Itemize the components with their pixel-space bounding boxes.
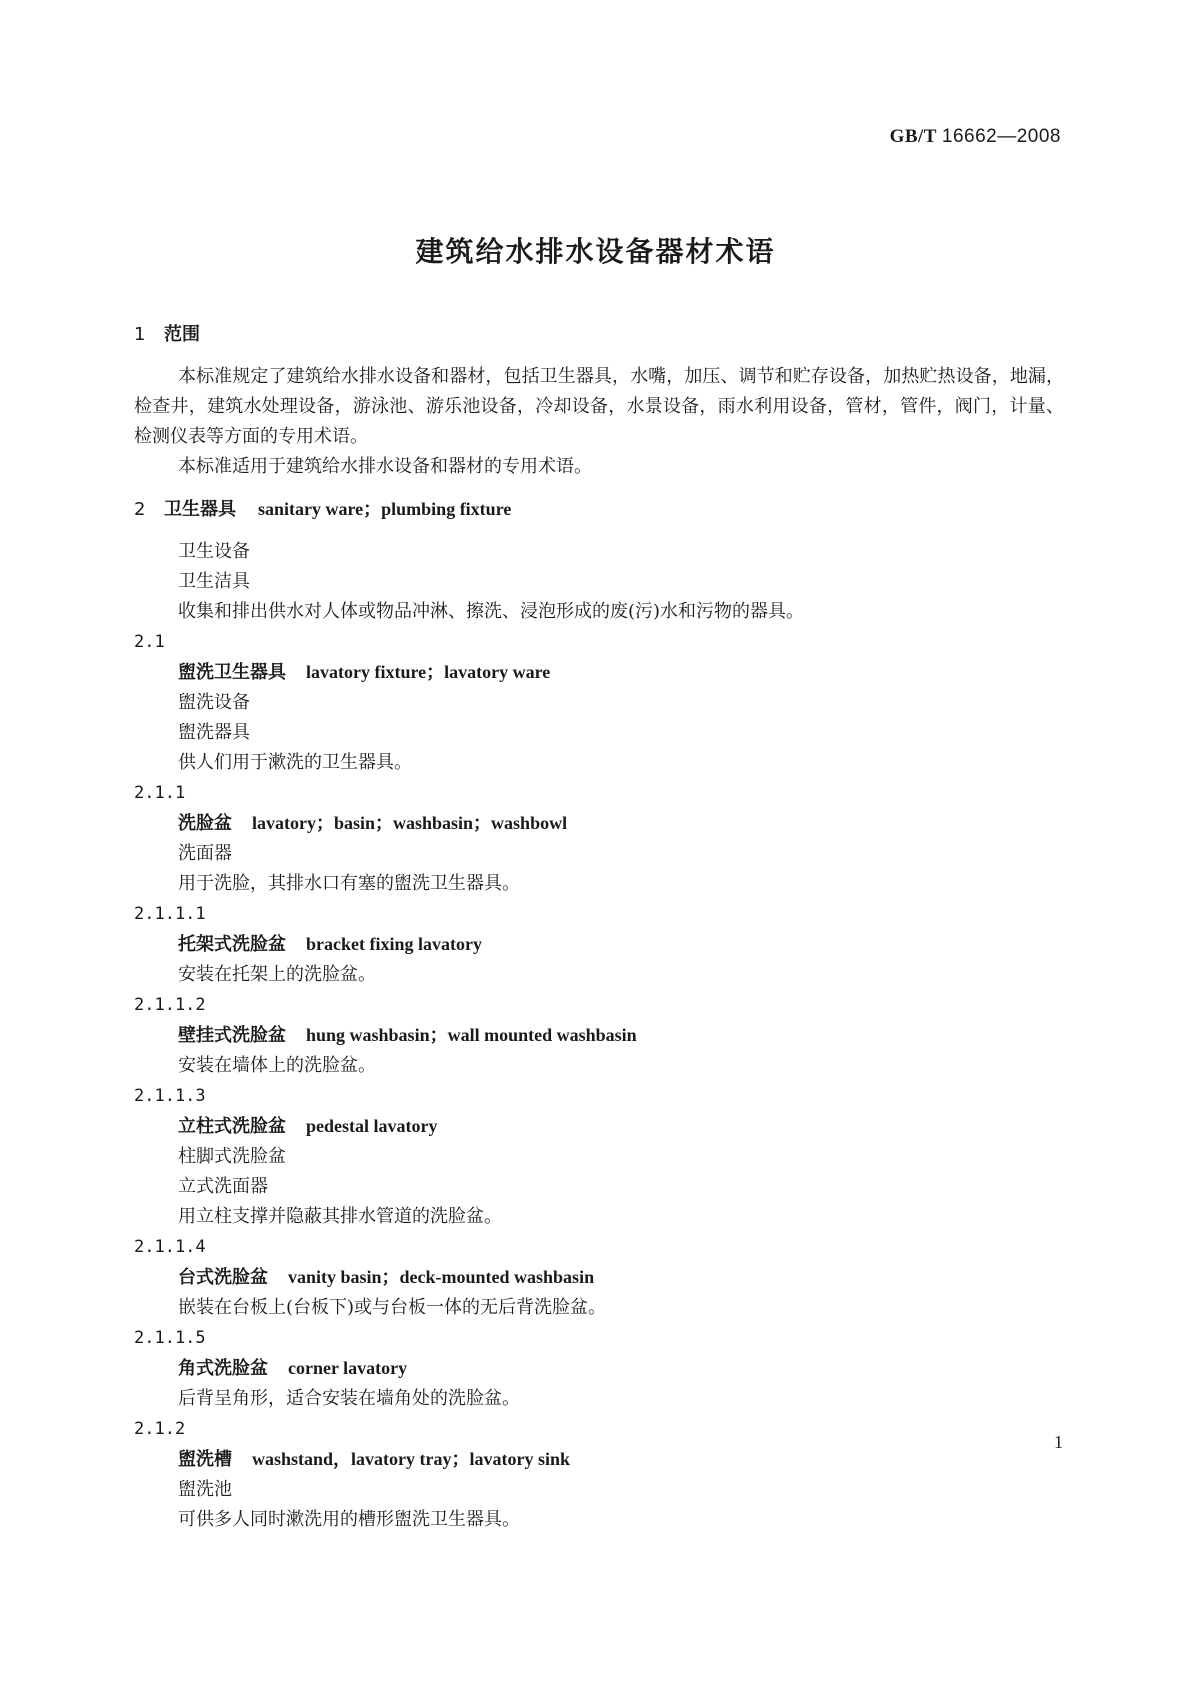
term-block [134,1444,1064,1535]
term-zh: 立柱式洗脸盆 [178,1116,286,1137]
term-zh: 角式洗脸盆 [178,1358,268,1379]
definition: 用于洗脸，其排水口有塞的盥洗卫生器具。 [178,873,520,894]
definition: 用立柱支撑并隐蔽其排水管道的洗脸盆。 [178,1206,502,1227]
synonym: 盥洗器具 [178,722,250,743]
term-heading [178,1111,1064,1142]
clause-entry [134,1323,1064,1414]
term-en: pedestal lavatory [306,1116,438,1136]
clause-number: 2.1.2 [134,1419,186,1439]
term-heading [178,1020,1064,1051]
synonym: 柱脚式洗脸盆 [178,1146,286,1167]
clause-entry [134,1081,1064,1232]
clause-number: 2.1.1.1 [134,904,206,924]
section-number: 2 [134,499,146,520]
term-en: corner lavatory [288,1358,408,1378]
clause-entry [134,899,1064,990]
definition: 后背呈角形，适合安装在墙角处的洗脸盆。 [178,1388,520,1409]
section-heading-sanitary-ware [134,494,1064,525]
term-en: washstand，lavatory tray；lavatory sink [252,1449,571,1469]
clause-number: 2.1.1 [134,783,186,803]
synonym: 卫生设备 [178,541,250,562]
clause-number: 2.1.1.3 [134,1086,206,1106]
clause-list [134,627,1064,1535]
term-en: vanity basin；deck-mounted washbasin [288,1267,595,1287]
term-heading [178,1262,1064,1293]
term-block [134,1020,1064,1081]
term-zh: 盥洗卫生器具 [178,662,286,683]
term-heading [178,657,1064,688]
clause-entry [134,627,1064,778]
clause-entry [134,1232,1064,1323]
term-block [134,1353,1064,1414]
clause-number: 2.1.1.2 [134,995,206,1015]
document-body [134,320,1064,1535]
term-en: lavatory fixture；lavatory ware [306,662,551,682]
clause-number: 2.1.1.5 [134,1328,206,1348]
term-zh: 洗脸盆 [178,813,232,834]
standard-code [890,126,1061,148]
section-title: 范围 [164,324,200,345]
section-definition [134,537,1064,627]
term-block [134,808,1064,899]
section-number: 1 [134,324,146,345]
section-title: 卫生器具 [164,499,236,520]
term-en: hung washbasin；wall mounted washbasin [306,1025,637,1045]
synonym: 盥洗池 [178,1479,232,1500]
section-heading-scope [134,320,1064,350]
term-block [134,1262,1064,1323]
standard-number: 16662—2008 [941,126,1061,147]
definition: 收集和排出供水对人体或物品冲淋、擦洗、浸泡形成的废(污)水和污物的器具。 [178,601,805,622]
definition: 安装在墙体上的洗脸盆。 [178,1055,376,1076]
page-number: 1 [1054,1432,1063,1452]
term-en: bracket fixing lavatory [306,934,482,954]
definition: 供人们用于漱洗的卫生器具。 [178,752,412,773]
standard-prefix: GB/T [889,126,937,147]
term-zh: 台式洗脸盆 [178,1267,268,1288]
definition: 可供多人同时漱洗用的槽形盥洗卫生器具。 [178,1509,520,1530]
term-en: lavatory；basin；washbasin；washbowl [252,813,568,833]
scope-paragraph: 本标准适用于建筑给水排水设备和器材的专用术语。 [178,456,592,477]
clause-entry [134,1414,1064,1535]
document-title: 建筑给水排水设备器材术语 [415,235,776,268]
synonym: 立式洗面器 [178,1176,268,1197]
term-heading [178,929,1064,960]
term-block [134,1111,1064,1232]
synonym: 洗面器 [178,843,232,864]
scope-paragraph: 本标准规定了建筑给水排水设备和器材，包括卫生器具，水嘴，加压、调节和贮存设备，加热贮热设备，地漏，检查井，建筑水处理设备，游泳池、游乐池设备，冷却设备，水景设备，雨水利用设备，管材，管件，阀门，计量、检测仪表等方面的专用术语。 [134,366,1064,447]
section-title-en: sanitary ware；plumbing fixture [258,499,512,519]
term-heading [178,1353,1064,1384]
synonym: 盥洗设备 [178,692,250,713]
clause-entry [134,778,1064,899]
clause-number: 2.1 [134,632,165,652]
term-block [134,657,1064,778]
definition: 安装在托架上的洗脸盆。 [178,964,376,985]
term-zh: 托架式洗脸盆 [178,934,286,955]
synonym: 卫生洁具 [178,571,250,592]
clause-entry [134,990,1064,1081]
clause-number: 2.1.1.4 [134,1237,206,1257]
term-zh: 壁挂式洗脸盆 [178,1025,286,1046]
term-block [134,929,1064,990]
term-heading [178,1444,1064,1475]
term-zh: 盥洗槽 [178,1449,232,1470]
definition: 嵌装在台板上(台板下)或与台板一体的无后背洗脸盆。 [178,1297,607,1318]
term-heading [178,808,1064,839]
